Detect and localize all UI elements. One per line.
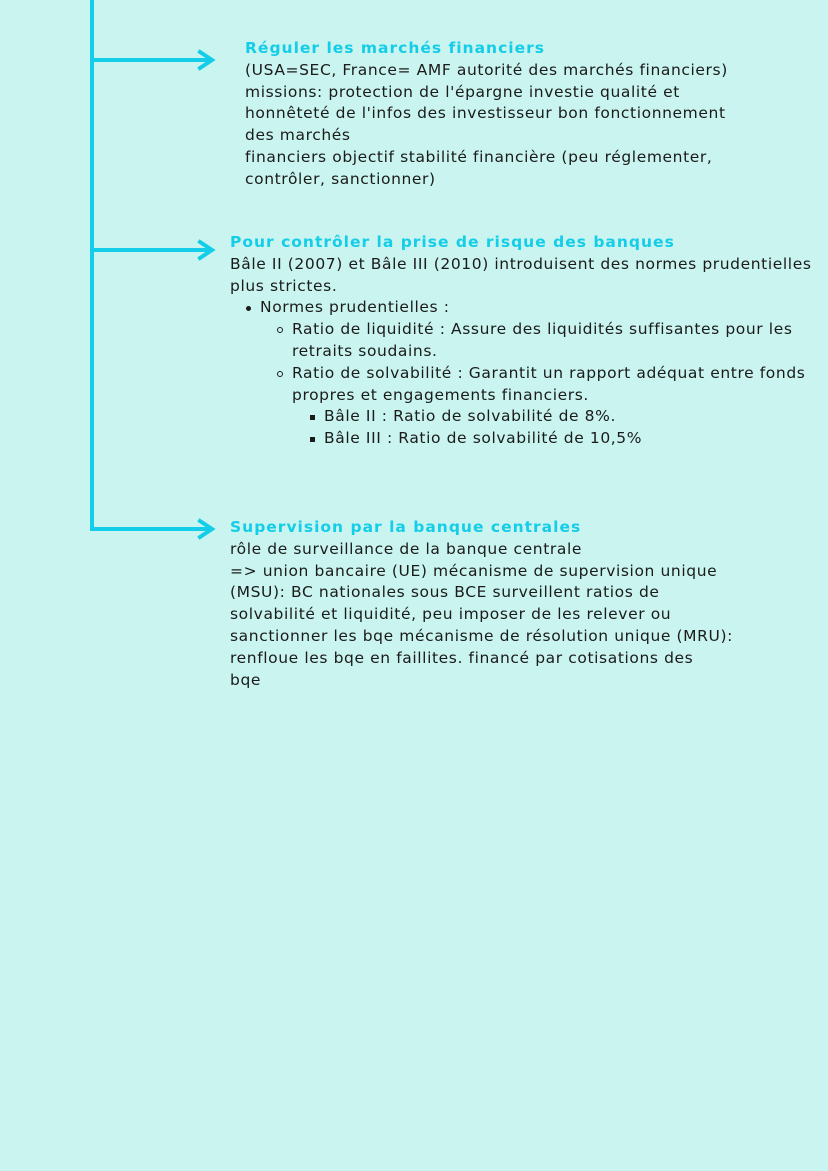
- basel-ii-text: Bâle II : Ratio de solvabilité de 8%.: [324, 407, 616, 426]
- solvency-ratio-text: Ratio de solvabilité : Garantit un rapport adéquat entre fonds propres et engagements financiers.: [292, 363, 806, 404]
- text-line: sanctionner les bqe mécanisme de résolution unique (MRU):: [230, 626, 733, 645]
- text-line: des marchés: [245, 126, 351, 145]
- text-line: renfloue les bqe en faillites. financé par cotisations des: [230, 648, 694, 667]
- section-title: Réguler les marchés financiers: [245, 39, 545, 57]
- section-central-bank-supervision: [230, 517, 828, 691]
- intro-paragraph: Bâle II (2007) et Bâle III (2010) introduisent des normes prudentielles plus strictes.: [230, 254, 818, 295]
- prudential-norms-list: [230, 297, 828, 450]
- list-item-label: Normes prudentielles :: [260, 298, 450, 317]
- list-item: [308, 406, 828, 428]
- text-line: solvabilité et liquidité, peu imposer de les relever ou: [230, 605, 672, 624]
- text-line: missions: protection de l'épargne investie qualité et: [245, 82, 680, 101]
- section-bank-risk-control: [230, 232, 828, 450]
- section-title: Supervision par la banque centrales: [230, 518, 582, 536]
- text-line: (MSU): BC nationales sous BCE surveillent ratios de: [230, 583, 660, 602]
- list-item: [244, 297, 828, 450]
- text-line: rôle de surveillance de la banque centrale: [230, 539, 582, 558]
- text-line: => union bancaire (UE) mécanisme de supervision unique: [230, 561, 718, 580]
- list-item: [276, 363, 828, 450]
- text-line: financiers objectif stabilité financière (peu réglementer,: [245, 147, 713, 166]
- text-line: bqe: [230, 670, 262, 689]
- ratio-list: [260, 319, 828, 450]
- list-item: [308, 428, 828, 450]
- text-line: honnêteté de l'infos des investisseur bon fonctionnement: [245, 104, 726, 123]
- basel-list: [292, 406, 828, 450]
- liquidity-ratio-text: Ratio de liquidité : Assure des liquidités suffisantes pour les retraits soudains.: [292, 320, 793, 360]
- section-title: Pour contrôler la prise de risque des banques: [230, 233, 675, 251]
- text-line: contrôler, sanctionner): [245, 169, 436, 188]
- list-item: [276, 319, 828, 363]
- basel-iii-text: Bâle III : Ratio de solvabilité de 10,5%: [324, 429, 643, 448]
- text-line: (USA=SEC, France= AMF autorité des marchés financiers): [245, 60, 728, 79]
- section-regulate-markets: [245, 38, 828, 191]
